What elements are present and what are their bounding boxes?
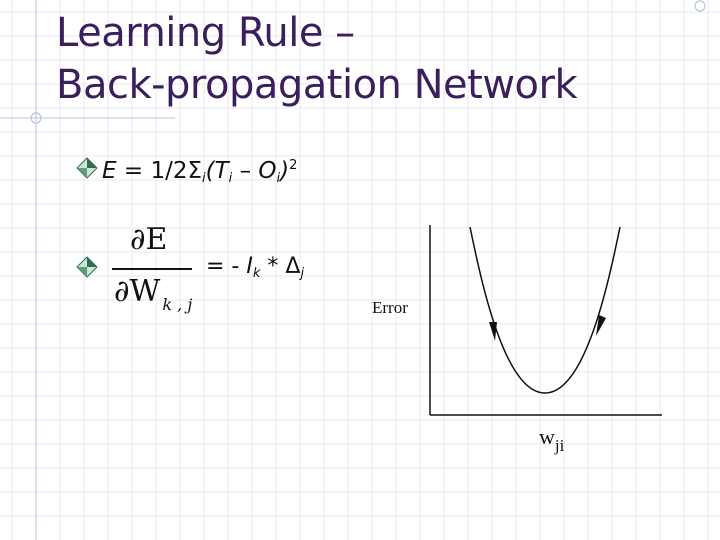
gradient-numerator: ∂E [130, 222, 168, 257]
eq-target-symbol: T [214, 158, 229, 184]
gradient-rhs [206, 254, 304, 281]
gradient-denominator-index: k , j [162, 295, 193, 314]
error-curve [470, 227, 620, 393]
gradient-denominator-symbol: ∂W [114, 274, 161, 309]
y-axis-label: Error [372, 298, 408, 317]
rhs-delta-index: j [300, 266, 305, 281]
diamond-bullet-icon [76, 157, 98, 179]
eq-minus: – [232, 158, 259, 184]
error-curve-chart [420, 215, 680, 425]
eq-close-paren: ) [280, 158, 290, 184]
eq-half-sum: = 1/2Σ [116, 158, 202, 184]
rhs-equals: = - [206, 254, 247, 279]
x-axis-label-main: w [539, 424, 555, 449]
eq-output-index: i [276, 171, 281, 186]
x-axis-label-sub: ji [554, 436, 565, 455]
eq-open-paren: ( [205, 158, 215, 184]
eq-target-index: i [228, 171, 233, 186]
slide-title-line-1: Learning Rule – [56, 10, 355, 56]
eq-power: 2 [289, 158, 298, 173]
rhs-times-delta: * Δ [260, 254, 301, 279]
gradient-denominator [114, 274, 192, 314]
rhs-input-symbol: I [246, 254, 253, 279]
left-gradient-arrow [489, 322, 497, 341]
x-axis-label [539, 424, 565, 455]
error-equation [102, 158, 297, 186]
eq-sum-index: i [202, 171, 206, 186]
slide-title-line-2: Back-propagation Network [56, 62, 578, 108]
rhs-input-index: k [252, 266, 261, 281]
diamond-bullet-icon [76, 256, 98, 278]
eq-output-symbol: O [258, 158, 277, 184]
fraction-bar [112, 268, 192, 270]
eq-error-symbol: E [102, 158, 117, 184]
